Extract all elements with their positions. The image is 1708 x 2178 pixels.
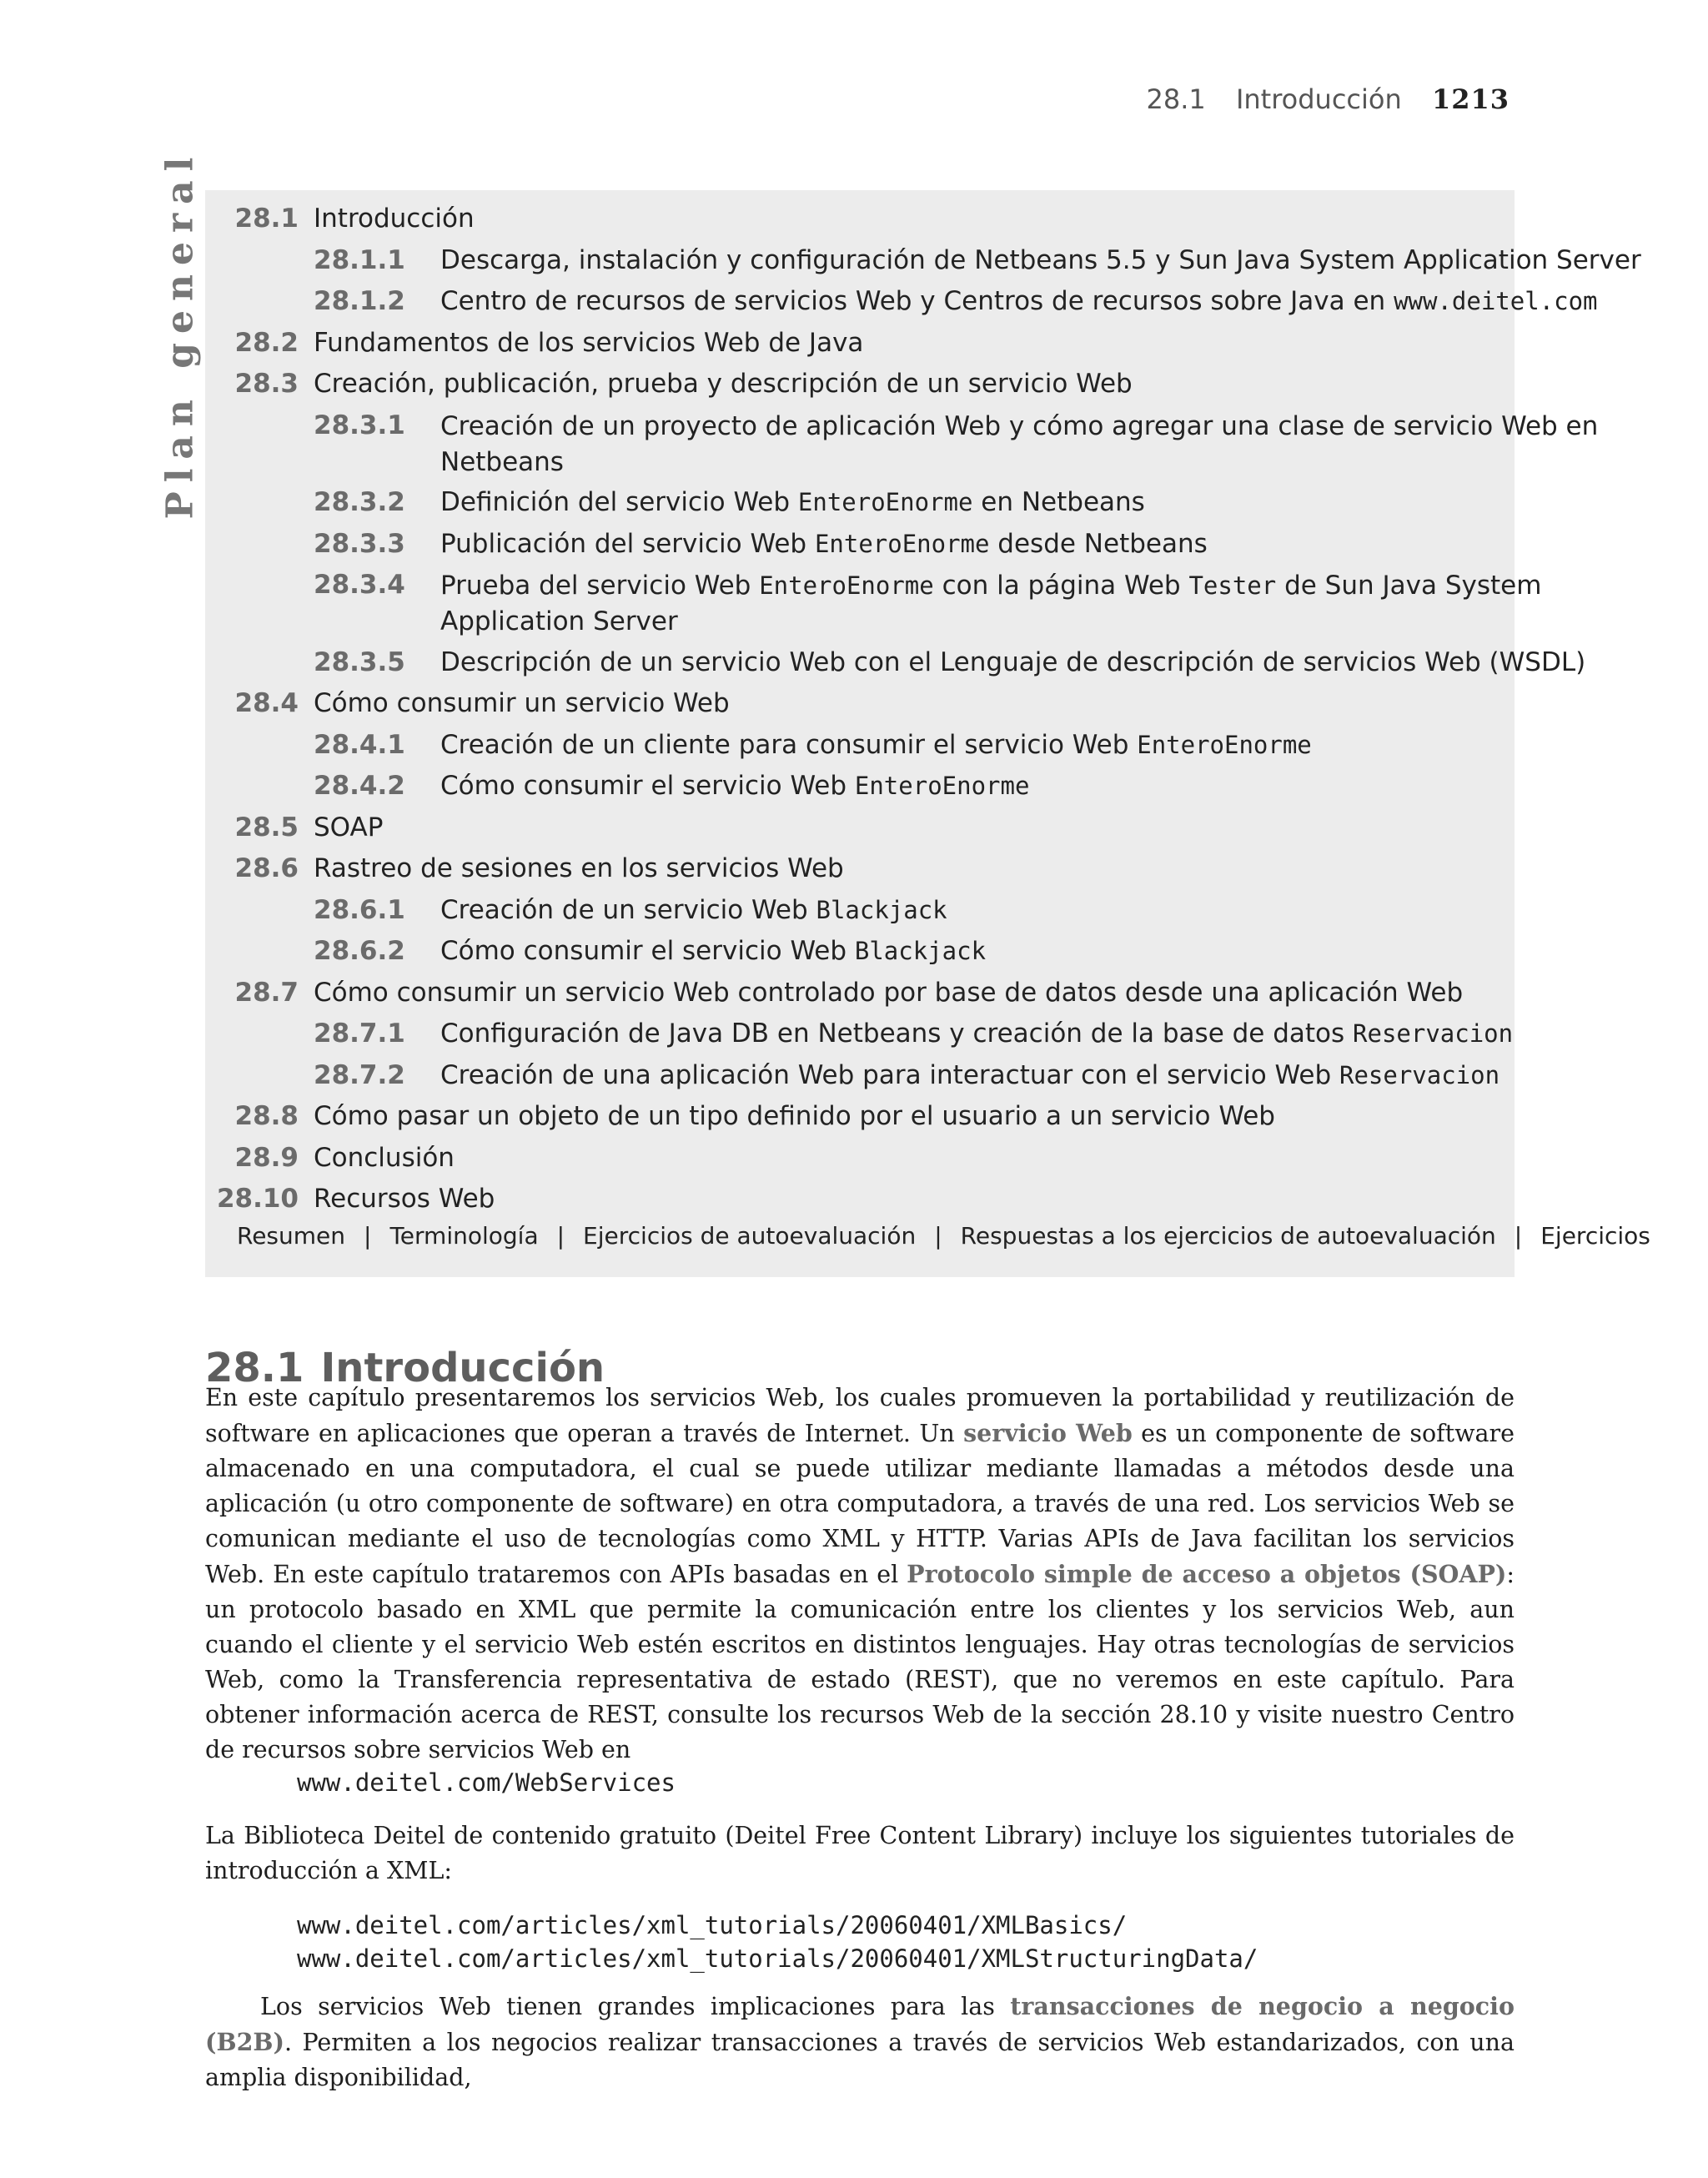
outline-title-text: Centro de recursos de servicios Web y Centros de recursos sobre Java en xyxy=(440,286,1394,316)
running-head-section: 28.1 xyxy=(1146,83,1206,115)
outline-code-term: EnteroEnorme xyxy=(759,571,934,600)
outline-entry-title xyxy=(440,284,1598,318)
outline-title-text: Prueba del servicio Web xyxy=(440,571,760,601)
outline-code-term: Tester xyxy=(1188,571,1277,600)
para-text: : un protocolo basado en XML que permite la comunicación entre los clientes y los servicios Web, aun cuando el cliente y el servicio Web estén escritos en distintos lenguajes. Hay otras tecnologías de servicios Web, como la Transferencia representativa de estado (REST), que no veremos en este capítulo. Para obtener información acerca de REST, consulte los recursos Web de la sección 28.10 y visite nuestro Centro de recursos sobre servicios Web en xyxy=(205,1561,1515,1763)
footer-separator: | xyxy=(1514,1222,1523,1250)
outline-entry-title xyxy=(440,728,1312,762)
outline-title-text: Cómo pasar un objeto de un tipo definido por el usuario a un servicio Web xyxy=(314,1101,1275,1131)
footer-item-ejercicios: Ejercicios xyxy=(1540,1222,1650,1250)
para-text: es un componente de software almacenado en una computadora, el cual se puede utilizar mediante llamadas a métodos desde una aplicación (u otro componente de software) en otra computadora, a través de una red. Los servicios Web se comunican mediante el uso de tecnologías como XML y HTTP. Varias APIs de Java facilitan los servicios Web. En este capítulo trataremos con APIs basadas en el xyxy=(205,1420,1515,1588)
code-url-xmlbasics: www.deitel.com/articles/xml_tutorials/20060401/XMLBasics/ xyxy=(297,1911,1128,1939)
key-term: transacciones de negocio a negocio (B2B) xyxy=(205,1992,1515,2056)
outline-code-term: www.deitel.com xyxy=(1394,287,1598,315)
footer-item-respuestas: Respuestas a los ejercicios de autoevaluación xyxy=(960,1222,1496,1250)
outline-title-text: Cómo consumir el servicio Web xyxy=(440,771,855,801)
code-url-xmlstructuring: www.deitel.com/articles/xml_tutorials/20060401/XMLStructuringData/ xyxy=(297,1944,1258,1973)
outline-title-text: Descripción de un servicio Web con el Lenguaje de descripción de servicios Web (WSDL) xyxy=(440,646,1586,677)
chapter-outline xyxy=(205,190,1650,1277)
outline-entry-number: 28.6 xyxy=(234,853,299,883)
outline-entry-number: 28.4 xyxy=(234,688,299,718)
key-term: Protocolo simple de acceso a objetos (SOAP) xyxy=(907,1560,1507,1588)
outline-entry-title xyxy=(440,769,1029,802)
outline-entry-number: 28.3.1 xyxy=(314,410,405,440)
outline-title-text: Creación de un servicio Web xyxy=(440,894,816,925)
outline-title-text: SOAP xyxy=(314,812,384,843)
footer-item-resumen: Resumen xyxy=(237,1222,346,1250)
outline-entry-title xyxy=(314,1182,495,1215)
outline-entry-title xyxy=(314,852,844,885)
outline-title-text: de Sun Java System xyxy=(1276,571,1542,601)
outline-entry-number: 28.4.1 xyxy=(314,729,405,760)
outline-title-text: desde Netbeans xyxy=(989,528,1208,559)
outline-entry-number: 28.3.4 xyxy=(314,570,405,600)
outline-title-continuation: Netbeans xyxy=(440,446,564,477)
outline-entry-number: 28.6.1 xyxy=(314,894,405,925)
outline-footer xyxy=(237,1222,1650,1250)
outline-entry-title xyxy=(314,326,863,360)
outline-entry-number: 28.6.2 xyxy=(314,936,405,966)
key-term: servicio Web xyxy=(963,1419,1133,1447)
intro-paragraph xyxy=(205,1381,1515,1768)
outline-entry-title xyxy=(440,527,1208,561)
outline-entry-title xyxy=(314,1141,455,1175)
outline-code-term: Reservacion xyxy=(1353,1019,1514,1048)
outline-entry-number: 28.5 xyxy=(234,812,299,843)
side-label-text: Plan general xyxy=(158,148,202,520)
section-heading-number: 28.1 xyxy=(205,1345,304,1391)
outline-entry-number: 28.7 xyxy=(234,977,299,1008)
outline-code-term: EnteroEnorme xyxy=(797,488,973,516)
outline-title-continuation: Application Server xyxy=(440,606,678,636)
outline-entry-number: 28.1 xyxy=(234,204,299,234)
outline-title-text: Recursos Web xyxy=(314,1184,495,1214)
outline-title-text: Definición del servicio Web xyxy=(440,487,798,517)
outline-entry-number: 28.3 xyxy=(234,369,299,399)
side-label xyxy=(155,148,205,520)
footer-item-terminologia: Terminología xyxy=(389,1222,539,1250)
outline-entry-number: 28.3.2 xyxy=(314,487,405,517)
outline-code-term: EnteroEnorme xyxy=(1137,730,1312,759)
outline-title-text: Conclusión xyxy=(314,1142,455,1173)
outline-entry-number: 28.3.5 xyxy=(314,646,405,677)
outline-title-text: Publicación del servicio Web xyxy=(440,528,815,559)
para-text: Los servicios Web tienen grandes implicaciones para las xyxy=(260,1993,1011,2020)
outline-entry-title xyxy=(440,893,947,927)
para-text: En este capítulo presentaremos los servicios Web, los cuales promueven la portabilidad y reutilización de software en aplicaciones que operan a través de Internet. Un xyxy=(205,1384,1515,1447)
outline-entry-title xyxy=(314,202,475,235)
running-head-title: Introducción xyxy=(1235,83,1402,115)
outline-entry-number: 28.10 xyxy=(216,1184,299,1214)
outline-entry-title xyxy=(314,1099,1275,1133)
footer-item-ejercicios-autoevaluacion: Ejercicios de autoevaluación xyxy=(583,1222,917,1250)
outline-entry-number: 28.8 xyxy=(234,1101,299,1131)
outline-code-term: EnteroEnorme xyxy=(854,772,1030,800)
outline-entry-number: 28.3.3 xyxy=(314,528,405,559)
outline-entry-number: 28.7.2 xyxy=(314,1059,405,1090)
outline-entry-title xyxy=(440,409,1598,480)
page-number: 1213 xyxy=(1431,83,1510,115)
code-url-webservices: www.deitel.com/WebServices xyxy=(297,1768,676,1797)
outline-title-text: Introducción xyxy=(314,204,475,234)
outline-entry-title xyxy=(314,976,1463,1009)
outline-entry-title xyxy=(314,367,1133,400)
outline-code-term: Blackjack xyxy=(816,895,947,924)
outline-entry-title xyxy=(440,1017,1513,1050)
outline-entry-title xyxy=(440,1059,1500,1092)
outline-code-term: Reservacion xyxy=(1339,1060,1500,1089)
outline-title-text: Fundamentos de los servicios Web de Java xyxy=(314,327,864,358)
outline-entry-number: 28.9 xyxy=(234,1142,299,1173)
outline-code-term: EnteroEnorme xyxy=(814,529,990,558)
footer-separator: | xyxy=(934,1222,942,1250)
outline-title-text: Creación de un cliente para consumir el servicio Web xyxy=(440,729,1138,760)
outline-title-text: Rastreo de sesiones en los servicios Web xyxy=(314,853,844,883)
section-heading-title: Introducción xyxy=(320,1345,605,1391)
outline-title-text: con la página Web xyxy=(933,571,1189,601)
outline-title-text: Cómo consumir un servicio Web xyxy=(314,688,730,718)
outline-entry-number: 28.1.2 xyxy=(314,286,405,316)
outline-entry-title xyxy=(440,485,1145,519)
footer-separator: | xyxy=(556,1222,565,1250)
outline-entry-number: 28.2 xyxy=(234,327,299,358)
footer-separator: | xyxy=(364,1222,372,1250)
outline-title-text: Configuración de Java DB en Netbeans y creación de la base de datos xyxy=(440,1019,1354,1049)
outline-title-text: Creación de una aplicación Web para interactuar con el servicio Web xyxy=(440,1059,1339,1090)
outline-entry-number: 28.1.1 xyxy=(314,244,405,275)
b2b-paragraph xyxy=(205,1989,1515,2095)
outline-title-text: Cómo consumir el servicio Web xyxy=(440,936,855,966)
outline-entry-title xyxy=(314,811,383,844)
outline-title-text: en Netbeans xyxy=(972,487,1145,517)
outline-entry-title xyxy=(440,646,1585,679)
outline-title-text: Cómo consumir un servicio Web controlado por base de datos desde una aplicación Web xyxy=(314,977,1464,1008)
outline-entry-title xyxy=(440,568,1541,640)
outline-title-text: Creación de un proyecto de aplicación Web y cómo agregar una clase de servicio Web en xyxy=(440,410,1599,441)
outline-title-text: Creación, publicación, prueba y descripción de un servicio Web xyxy=(314,369,1133,399)
outline-code-term: Blackjack xyxy=(854,937,987,965)
outline-title-text: Descarga, instalación y configuración de Netbeans 5.5 y Sun Java System Application Server xyxy=(440,244,1641,275)
para-text: . Permiten a los negocios realizar transacciones a través de servicios Web estandarizados, con una amplia disponibilidad, xyxy=(205,2029,1515,2091)
running-head xyxy=(1147,83,1510,115)
outline-entry-number: 28.4.2 xyxy=(314,771,405,801)
outline-entry-title xyxy=(314,687,730,720)
outline-entry-title xyxy=(440,244,1641,277)
outline-entry-number: 28.7.1 xyxy=(314,1019,405,1049)
xml-tutorials-paragraph: La Biblioteca Deitel de contenido gratuito (Deitel Free Content Library) incluye los siguientes tutoriales de introducción a XML: xyxy=(205,1822,1515,1884)
outline-entry-title xyxy=(440,934,986,968)
